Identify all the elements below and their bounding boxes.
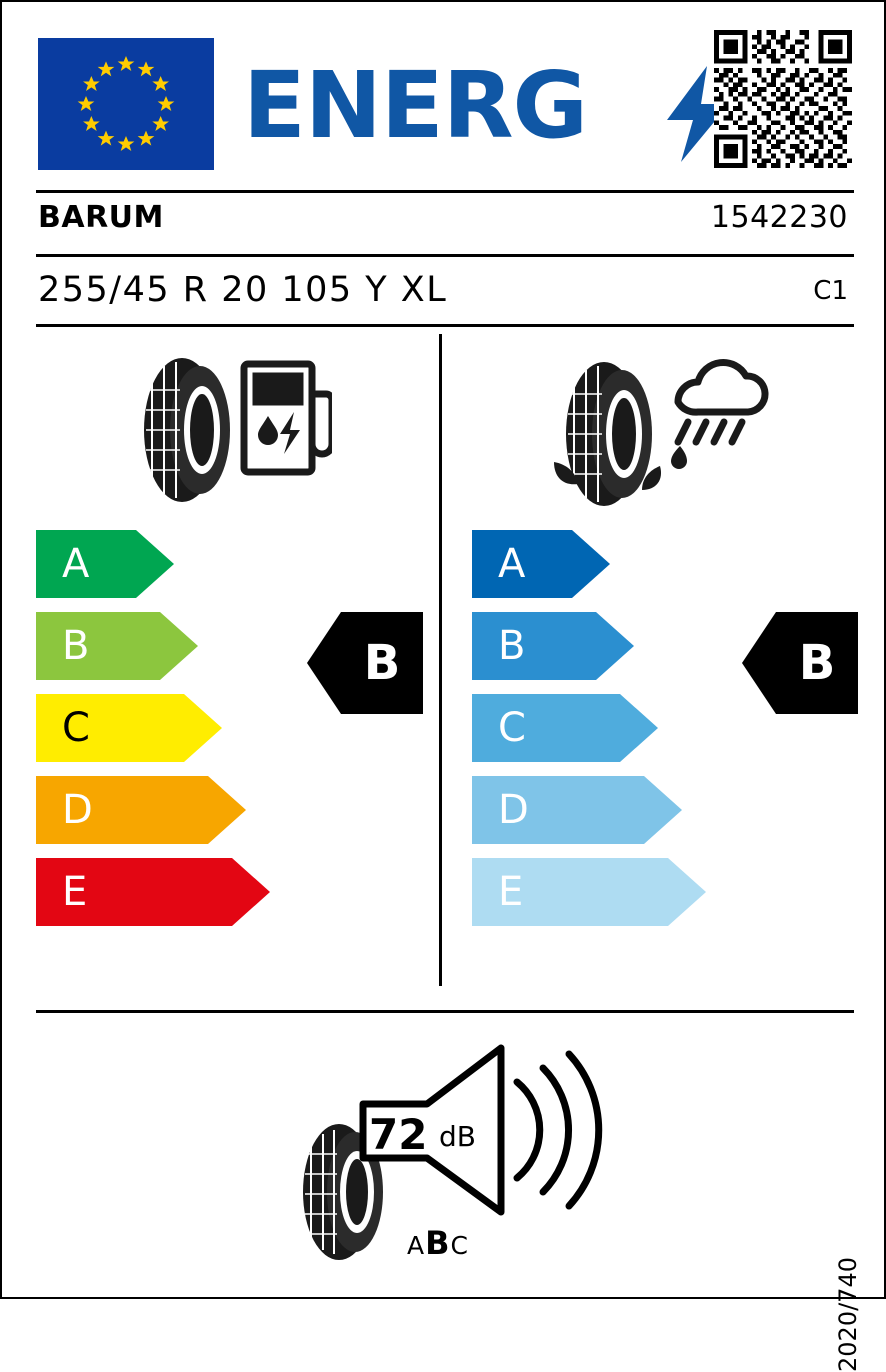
eu-flag-icon (38, 38, 214, 170)
noise-class-scale (407, 1224, 469, 1262)
tyre-icon (566, 362, 652, 506)
divider-brand (36, 254, 854, 257)
sound-wave-icon (517, 1054, 599, 1206)
fuel-grade-row (36, 858, 270, 926)
fuel-pump-icon (244, 364, 332, 472)
fuel-grade-row (36, 612, 270, 680)
fuel-grade-row (36, 776, 270, 844)
wet-grip-scale (472, 530, 706, 940)
wet-rating-value: B (798, 635, 836, 691)
wet-grade-row (472, 858, 706, 926)
brand-name: BARUM (38, 200, 164, 235)
divider-top (36, 190, 854, 193)
wet-grade-letter: E (498, 869, 524, 915)
fuel-grade-letter: E (62, 869, 88, 915)
fuel-grade-letter: D (62, 787, 93, 833)
wet-grade-letter: A (498, 541, 526, 587)
rain-cloud-icon (678, 362, 765, 442)
fuel-efficiency-scale (36, 530, 270, 940)
tyre-icon (144, 358, 230, 502)
noise-class-c: C (450, 1231, 469, 1260)
fuel-grade-row (36, 530, 270, 598)
section-divider (439, 334, 442, 986)
wet-grade-row (472, 694, 706, 762)
noise-class-a: A (407, 1231, 426, 1260)
wet-grade-row (472, 612, 706, 680)
qr-code-icon (714, 30, 852, 168)
fuel-grade-row (36, 694, 270, 762)
model-code: 1542230 (710, 200, 848, 235)
tyre-class: C1 (813, 276, 848, 306)
tyre-size: 255/45 R 20 105 Y XL (38, 270, 448, 310)
noise-class-b: B (425, 1224, 451, 1262)
energy-wordmark: ENERG (243, 52, 588, 159)
noise-value: 72 (369, 1110, 428, 1159)
wet-grip-pictogram (532, 350, 782, 518)
fuel-efficiency-pictogram (122, 350, 332, 510)
wet-grade-row (472, 530, 706, 598)
label-header (38, 30, 852, 176)
divider-noise (36, 1010, 854, 1013)
wet-grade-letter: B (498, 623, 526, 669)
fuel-grade-letter: B (62, 623, 90, 669)
wet-grade-letter: D (498, 787, 529, 833)
fuel-rating-marker (307, 612, 423, 714)
fuel-grade-letter: C (62, 705, 90, 751)
fuel-grade-letter: A (62, 541, 90, 587)
noise-unit: dB (439, 1120, 476, 1153)
wet-grade-row (472, 776, 706, 844)
wet-grade-letter: C (498, 705, 526, 751)
regulation-reference: 2020/740 (834, 1257, 862, 1372)
wet-rating-marker (742, 612, 858, 714)
divider-size (36, 324, 854, 327)
fuel-rating-value: B (363, 635, 401, 691)
